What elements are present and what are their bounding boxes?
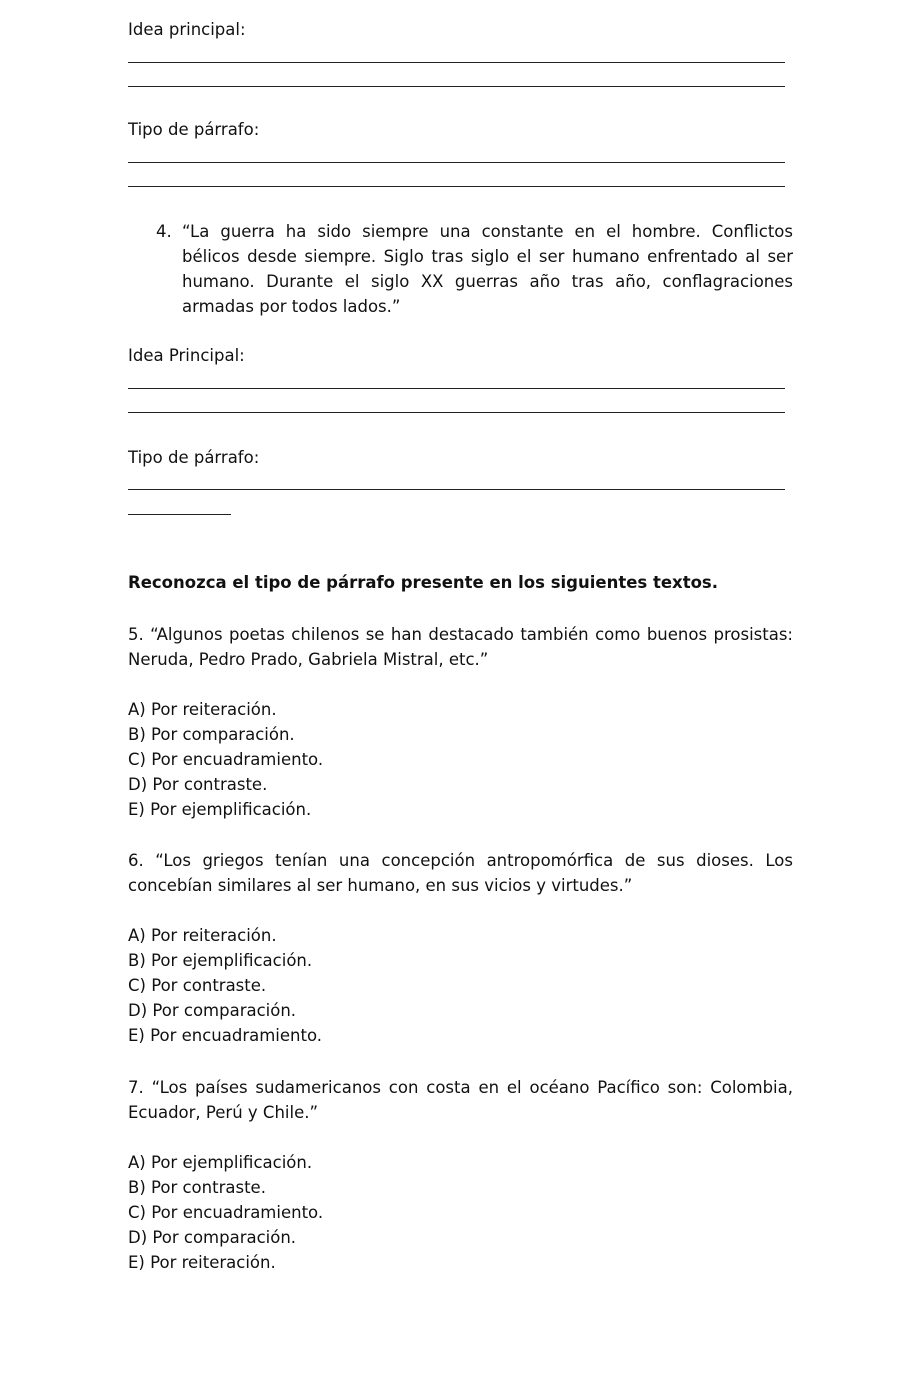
answer-line	[128, 412, 785, 413]
option-a: A) Por ejemplificación.	[128, 1153, 313, 1172]
answer-line	[128, 162, 785, 163]
option-e: E) Por encuadramiento.	[128, 1026, 322, 1045]
answer-line	[128, 86, 785, 87]
item-4-tipo-label: Tipo de párrafo:	[128, 448, 260, 467]
tipo-parrafo-label: Tipo de párrafo:	[128, 120, 260, 139]
instruction-heading: Reconozca el tipo de párrafo presente en los siguientes textos.	[128, 573, 719, 592]
option-c: C) Por encuadramiento.	[128, 750, 324, 769]
option-a: A) Por reiteración.	[128, 700, 277, 719]
option-e: E) Por reiteración.	[128, 1253, 276, 1272]
question-7-options	[128, 1150, 323, 1275]
option-b: B) Por contraste.	[128, 1178, 266, 1197]
item-4-number: 4.	[156, 222, 172, 241]
option-b: B) Por comparación.	[128, 725, 295, 744]
option-d: D) Por comparación.	[128, 1228, 297, 1247]
option-b: B) Por ejemplificación.	[128, 951, 313, 970]
question-7-text: 7. “Los países sudamericanos con costa en el océano Pacífico son: Colombia, Ecuador, Perú y Chile.”	[128, 1078, 793, 1122]
answer-line-short	[128, 514, 231, 515]
question-5-options	[128, 697, 323, 822]
idea-principal-label: Idea principal:	[128, 20, 246, 39]
option-d: D) Por contraste.	[128, 775, 268, 794]
option-e: E) Por ejemplificación.	[128, 800, 312, 819]
item-4-paragraph	[156, 219, 793, 319]
option-c: C) Por encuadramiento.	[128, 1203, 324, 1222]
item-4-text: “La guerra ha sido siempre una constante en el hombre. Conflictos bélicos desde siempre. Siglo tras siglo el ser humano enfrentado al ser humano. Durante el siglo XX guerras año tras año, conflagraciones armadas por todos lados.”	[182, 222, 793, 316]
answer-line	[128, 62, 785, 63]
answer-line	[128, 489, 785, 490]
question-6-text: 6. “Los griegos tenían una concepción antropomórfica de sus dioses. Los concebían similares al ser humano, en sus vicios y virtudes.”	[128, 851, 793, 895]
option-c: C) Por contraste.	[128, 976, 267, 995]
answer-line	[128, 186, 785, 187]
item-4-idea-label: Idea Principal:	[128, 346, 245, 365]
question-5-text: 5. “Algunos poetas chilenos se han destacado también como buenos prosistas: Neruda, Pedro Prado, Gabriela Mistral, etc.”	[128, 625, 793, 669]
option-a: A) Por reiteración.	[128, 926, 277, 945]
question-6-options	[128, 923, 322, 1048]
option-d: D) Por comparación.	[128, 1001, 297, 1020]
answer-line	[128, 388, 785, 389]
